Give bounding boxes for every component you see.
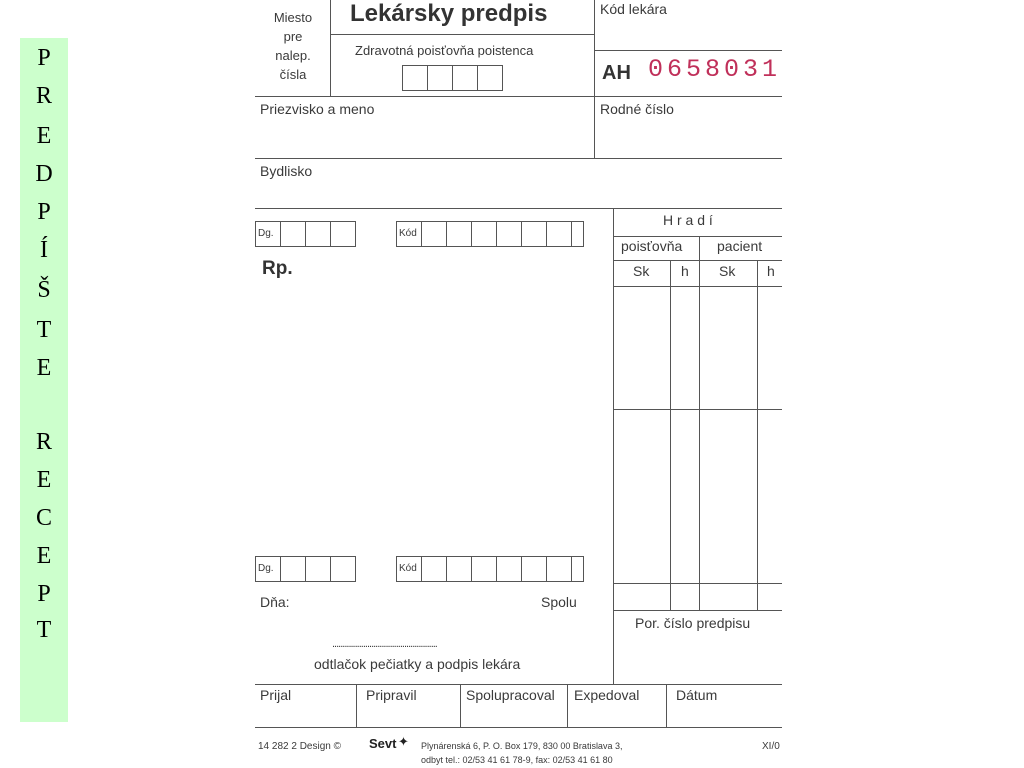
divider xyxy=(255,727,782,728)
hradi-label: H r a d í xyxy=(663,212,713,228)
insurance-code-cell[interactable] xyxy=(452,65,478,91)
por-cislo-label: Por. číslo predpisu xyxy=(635,615,751,631)
divider xyxy=(666,684,667,728)
divider xyxy=(255,96,782,97)
sk-header: Sk xyxy=(633,263,650,279)
divider xyxy=(255,208,782,209)
side-title-letter: R xyxy=(35,83,52,109)
divider xyxy=(613,610,782,611)
prijal-label: Prijal xyxy=(260,687,292,703)
signature-label: odtlačok pečiatky a podpis lekára xyxy=(314,656,521,672)
side-title-letter: P xyxy=(37,45,51,71)
divider xyxy=(330,34,594,35)
serial-prefix: AH xyxy=(602,62,631,84)
side-title-letter: D xyxy=(35,161,53,187)
miesto-label-line1: Miesto xyxy=(273,10,313,25)
footer-design-text: 14 282 2 Design © xyxy=(258,741,341,752)
kod-label: Kód xyxy=(399,563,417,574)
insurance-code-cell[interactable] xyxy=(427,65,453,91)
side-title-letter: R xyxy=(35,429,52,455)
side-title-letter: T xyxy=(36,617,52,643)
divider xyxy=(594,50,782,51)
divider xyxy=(356,684,357,728)
divider xyxy=(613,208,614,684)
divider xyxy=(330,0,331,96)
footer-address-line2: odbyt tel.: 02/53 41 61 78-9, fax: 02/53 41 61 80 xyxy=(421,755,613,765)
kod-cell[interactable] xyxy=(496,556,522,582)
kod-cell[interactable] xyxy=(546,221,572,247)
kod-cell[interactable] xyxy=(571,556,584,582)
dg-label: Dg. xyxy=(258,228,274,239)
side-title-letter: Í xyxy=(40,237,48,263)
footer-address-line1: Plynárenská 6, P. O. Box 179, 830 00 Bratislava 3, xyxy=(421,741,623,751)
side-title-letter: C xyxy=(35,505,52,531)
dg-label: Dg. xyxy=(258,563,274,574)
sevt-bird-icon: ✦ xyxy=(398,734,409,749)
divider xyxy=(670,260,671,611)
sk-header: Sk xyxy=(719,263,736,279)
dg-cell[interactable] xyxy=(305,556,331,582)
kod-cell[interactable] xyxy=(421,556,447,582)
bydlisko-label: Bydlisko xyxy=(260,163,313,179)
dg-label-cell xyxy=(255,221,281,247)
side-title-letter: E xyxy=(36,355,52,381)
side-title-letter: P xyxy=(37,199,51,225)
kod-cell[interactable] xyxy=(521,556,547,582)
footer-code: XI/0 xyxy=(762,741,780,752)
spolu-label: Spolu xyxy=(541,594,577,610)
miesto-label-line3: nalep. xyxy=(275,48,311,63)
kod-lekara-label: Kód lekára xyxy=(600,1,667,17)
priezvisko-label: Priezvisko a meno xyxy=(260,101,375,117)
expedoval-label: Expedoval xyxy=(574,687,640,703)
signature-dots: ................................................... xyxy=(332,638,437,650)
kod-cell[interactable] xyxy=(496,221,522,247)
divider xyxy=(460,684,461,728)
insurance-code-cell[interactable] xyxy=(402,65,428,91)
divider xyxy=(613,409,782,410)
zdravotna-label: Zdravotná poisťovňa poistenca xyxy=(355,43,534,58)
dg-cell[interactable] xyxy=(280,556,306,582)
side-title-letter: T xyxy=(36,317,52,343)
dna-label: Dňa: xyxy=(260,594,290,610)
serial-number: 0658031 xyxy=(648,55,782,84)
insurance-code-cell[interactable] xyxy=(477,65,503,91)
divider xyxy=(255,158,782,159)
side-title-letter: Š xyxy=(37,277,51,303)
pacient-label: pacient xyxy=(717,238,763,254)
kod-label: Kód xyxy=(399,228,417,239)
kod-cell[interactable] xyxy=(446,221,472,247)
sevt-logo: Sevt xyxy=(369,736,397,751)
divider xyxy=(757,260,758,611)
kod-cell[interactable] xyxy=(421,221,447,247)
kod-cell[interactable] xyxy=(471,221,497,247)
h-header: h xyxy=(681,263,689,279)
side-title-letter: P xyxy=(37,581,51,607)
kod-cell[interactable] xyxy=(571,221,584,247)
h-header: h xyxy=(767,263,775,279)
datum-label: Dátum xyxy=(676,687,718,703)
divider xyxy=(699,236,700,611)
side-title-bar xyxy=(20,38,68,722)
kod-cell[interactable] xyxy=(471,556,497,582)
pripravil-label: Pripravil xyxy=(366,687,417,703)
divider xyxy=(613,583,782,584)
poistovna-label: poisťovňa xyxy=(621,238,683,254)
side-title-letter: E xyxy=(36,123,52,149)
spolupracoval-label: Spolupracoval xyxy=(466,687,555,703)
divider xyxy=(613,286,782,287)
miesto-label-line2: pre xyxy=(283,29,303,44)
divider xyxy=(255,684,782,685)
kod-cell[interactable] xyxy=(546,556,572,582)
kod-cell[interactable] xyxy=(446,556,472,582)
miesto-label-line4: čísla xyxy=(279,67,307,82)
kod-label-cell xyxy=(396,221,422,247)
side-title-letter: E xyxy=(36,543,52,569)
kod-label-cell xyxy=(396,556,422,582)
dg-cell[interactable] xyxy=(330,221,356,247)
rp-label: Rp. xyxy=(262,258,293,279)
dg-cell[interactable] xyxy=(305,221,331,247)
dg-label-cell xyxy=(255,556,281,582)
kod-cell[interactable] xyxy=(521,221,547,247)
dg-cell[interactable] xyxy=(280,221,306,247)
side-title-letter: E xyxy=(36,467,52,493)
divider xyxy=(613,236,782,237)
form-title: Lekársky predpis xyxy=(350,0,548,27)
rodne-cislo-label: Rodné číslo xyxy=(600,101,674,117)
divider xyxy=(594,0,595,158)
divider xyxy=(567,684,568,728)
dg-cell[interactable] xyxy=(330,556,356,582)
